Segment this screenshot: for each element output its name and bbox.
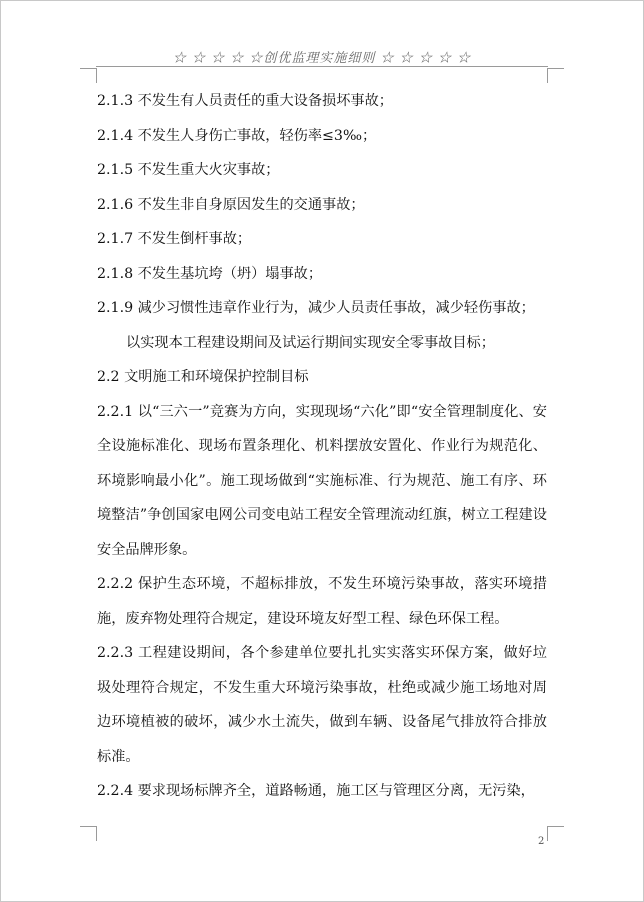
paragraph-2-1-4: 2.1.4 不发生人身伤亡事故，轻伤率≤3‰； — [97, 127, 377, 144]
paragraph-2-2-2: 2.2.2 保护生态环境，不超标排放，不发生环境污染事故，落实环境措施，废弃物处理符合规定，建设环境友好型工程、绿色环保工程。 — [97, 576, 547, 627]
paragraph-2-2-1: 2.2.1 以“三六一”竞赛为方向，实现现场“六化”即“安全管理制度化、安全设施标准化、现场布置条理化、机料摆放安置化、作业行为规范化、环境影响最小化”。施工现场做到“实施标准、行为规范、施工有序、环境整洁”争创国家电网公司变电站工程安全管理流动红旗，树立工程建设安全品牌形象。 — [97, 403, 547, 558]
crop-mark-bottom-right — [547, 826, 564, 841]
section-heading-2-2: 2.2 文明施工和环境保护控制目标 — [97, 369, 309, 385]
page-number: 2 — [538, 836, 545, 847]
paragraph-2-1-5: 2.1.5 不发生重大火灾事故； — [97, 162, 280, 178]
paragraph-2-1-8: 2.1.8 不发生基坑垮（坍）塌事故； — [97, 265, 323, 282]
crop-mark-top-right — [547, 68, 564, 83]
document-body — [97, 84, 547, 809]
header-rule — [96, 66, 548, 67]
paragraph-2-1-9: 2.1.9 减少习惯性违章作业行为，减少人员责任事故，减少轻伤事故； — [97, 300, 535, 316]
paragraph-2-1-6: 2.1.6 不发生非自身原因发生的交通事故； — [97, 196, 365, 213]
paragraph-2-1-3: 2.1.3 不发生有人员责任的重大设备损坏事故； — [97, 93, 393, 109]
crop-mark-bottom-left — [80, 826, 97, 841]
paragraph-2-2-4: 2.2.4 要求现场标牌齐全，道路畅通，施工区与管理区分离，无污染， — [97, 783, 535, 799]
paragraph-2-2-3: 2.2.3 工程建设期间，各个参建单位要扎扎实实落实环保方案，做好垃圾处理符合规定，不发生重大环境污染事故，杜绝或减少施工场地对周边环境植被的破坏，减少水土流失，做到车辆、设备尾气排放符合排放标准。 — [97, 645, 547, 765]
page-header: ☆ ☆ ☆ ☆ ☆创优监理实施细则 ☆ ☆ ☆ ☆ ☆ — [172, 51, 472, 66]
paragraph-safety-goal: 以实现本工程建设期间及试运行期间实现安全零事故目标； — [126, 334, 495, 351]
crop-mark-top-left — [80, 68, 97, 83]
paragraph-2-1-7: 2.1.7 不发生倒杆事故； — [97, 231, 252, 247]
